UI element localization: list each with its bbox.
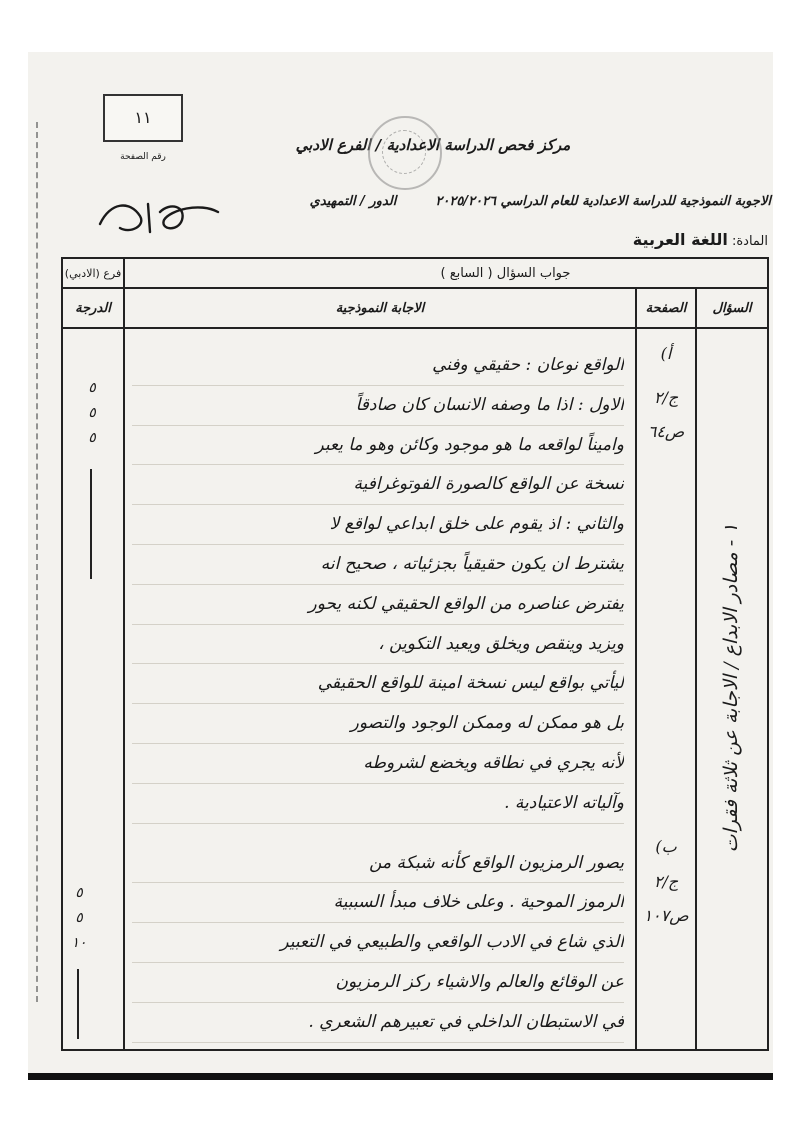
subject-name: اللغة العربية xyxy=(632,230,728,249)
page-ref-cell xyxy=(636,328,696,1050)
page-number-box xyxy=(103,94,183,142)
answer-b-line: في الاستبطان الداخلي في تعبيرهم الشعري . xyxy=(132,1003,624,1043)
model-answer-cell xyxy=(124,328,636,1050)
header-page: الصفحة xyxy=(636,288,696,328)
grade-mark: ١٠ xyxy=(71,935,87,951)
grade-bracket-line xyxy=(90,469,92,579)
model-answer-text xyxy=(126,330,634,1043)
grade-mark: ٥ xyxy=(88,380,96,396)
answer-a-line: واميناً لواقعه ما هو موجود وكائن وهو ما يعبر xyxy=(132,426,624,466)
grade-cell xyxy=(62,328,124,1050)
exam-round: الدور / التمهيدي xyxy=(309,194,397,209)
scan-bottom-border xyxy=(28,1073,773,1080)
answer-gap xyxy=(132,824,624,844)
question-side-note: ١ - مصادر الابداع / الاجابة عن ثلاثة فقرات xyxy=(720,523,742,853)
perforated-side-strip xyxy=(36,122,52,1002)
answer-a-line: الواقع نوعان : حقيقي وفني xyxy=(132,346,624,386)
ministry-seal xyxy=(368,116,442,190)
answer-a-line: الاول : اذا ما وصفه الانسان كان صادقاً xyxy=(132,386,624,426)
branch-label: فرع (الادبي) xyxy=(64,266,122,280)
header-question: السؤال xyxy=(696,288,768,328)
question-label-cell xyxy=(124,258,768,288)
answer-a-line: لأنه يجري في نطاقه ويخضع لشروطه xyxy=(132,744,624,784)
answer-body-row xyxy=(62,328,768,1050)
document-title-line xyxy=(218,194,771,209)
header-model-answer: الاجابة النموذجية xyxy=(124,288,636,328)
answer-b-marker: ب) xyxy=(655,837,677,856)
document-title: الاجوبة النموذجية للدراسة الاعدادية للعام الدراسي ٢٠٢٥/٢٠٢٦ xyxy=(435,194,771,209)
answer-a-page-ref-2: ص٦٤ xyxy=(647,422,685,441)
answer-a-line: ليأتي بواقع ليس نسخة امينة للواقع الحقيقي xyxy=(132,664,624,704)
table-header-row xyxy=(62,288,768,328)
answer-b-line: الذي شاع في الادب الواقعي والطبيعي في التعبير xyxy=(132,923,624,963)
grade-bracket-line xyxy=(77,969,79,1039)
question-cell xyxy=(696,328,768,1050)
question-title-row xyxy=(62,258,768,288)
answer-b-page-ref-1: ج/٢ xyxy=(653,872,679,891)
subject-prefix: المادة: xyxy=(731,234,768,249)
handwritten-signature xyxy=(90,182,230,242)
page-number: ١١ xyxy=(134,108,152,127)
grade-mark: ٥ xyxy=(88,430,96,446)
answer-a-marker: أ) xyxy=(660,344,672,363)
answer-b-line: عن الوقائع والعالم والاشياء ركز الرمزيون xyxy=(132,963,624,1003)
question-label: جواب السؤال ( السابع ) xyxy=(440,265,571,281)
answer-a-line: يفترض عناصره من الواقع الحقيقي لكنه يحور xyxy=(132,585,624,625)
answer-a-page-ref-1: ج/٢ xyxy=(653,388,679,407)
center-title: مركز فحص الدراسة الاعدادية / الفرع الادبي xyxy=(295,136,571,154)
answer-a-line: ويزيد وينقص ويخلق ويعيد التكوين ، xyxy=(132,625,624,665)
model-answer-table xyxy=(61,257,769,1051)
answer-a-line: والثاني : اذ يقوم على خلق ابداعي لواقع لا xyxy=(132,505,624,545)
subject-line xyxy=(508,230,768,249)
answer-a-line: يشترط ان يكون حقيقياً بجزئياته ، صحيح انه xyxy=(132,545,624,585)
grade-mark: ٥ xyxy=(75,885,83,901)
answer-b-line: الرموز الموحية . وعلى خلاف مبدأ السببية xyxy=(132,883,624,923)
answer-a-line: بل هو ممكن له وممكن الوجود والتصور xyxy=(132,704,624,744)
answer-a-line: نسخة عن الواقع كالصورة الفوتوغرافية xyxy=(132,465,624,505)
answer-b-line: يصور الرمزيون الواقع كأنه شبكة من xyxy=(132,844,624,884)
grade-mark: ٥ xyxy=(88,405,96,421)
header-grade: الدرجة xyxy=(62,288,124,328)
question-side-note-wrap xyxy=(697,329,765,1047)
page-number-label: رقم الصفحة xyxy=(120,152,166,162)
answer-a-line: وآلياته الاعتيادية . xyxy=(132,784,624,824)
branch-cell xyxy=(62,258,124,288)
answer-b-page-ref-2: ص١٠٧ xyxy=(643,906,689,925)
grade-mark: ٥ xyxy=(75,910,83,926)
